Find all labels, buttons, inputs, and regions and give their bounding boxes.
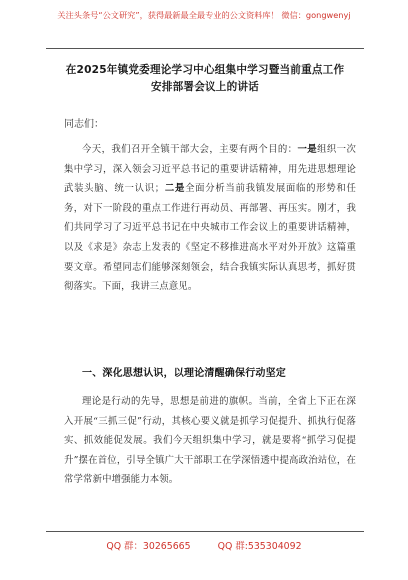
paragraph-text: 今天，我们召开全镇干部大会，主要有两个目的： (82, 144, 298, 155)
footer-contact (0, 538, 408, 552)
header-banner: 关注头条号“公文研究”，获得最新最全最专业的公文资料库！ 微信：gongwenyj (57, 10, 351, 20)
footer-qq-group-1: QQ 群：30265665 (106, 541, 191, 552)
footer-qq-group-2: QQ 群:535304092 (217, 541, 302, 552)
section-heading-1: 一、深化思想认识，以理论清醒确保行动坚定 (82, 368, 286, 379)
paragraph-text: 组织一次集中学习，深入领会习近平总书记的重要讲话精神，用先进思想理论武装头脑、统一认识； (64, 144, 356, 195)
paragraph-text: 全面分析当前我镇发展面临的形势和任务，对下一阶段的重点工作进行再动员、再部署、再压实。刚才，我们共同学习了习近平总书记在中央城市工作会议上的重要讲话精神，以及《求是》杂志上发表的《坚定不移推进高水平对外开放》这篇重要文章。希望同志们能够深刻领会，结合我镇实际认真思考，抓好贯彻落实。下面，我讲三点意见。 (64, 183, 356, 293)
paragraph-intro (64, 140, 356, 297)
paragraph-section-1: 理论是行动的先导，思想是前进的旗帜。当前，全省上下正在深入开展“三抓三促”行动，其核心要义就是抓学习促提升、抓执行促落实、抓效能促发展。我们今天组织集中学习，就是要将“抓学习促提升”摆在首位，引导全镇广大干部职工在学深悟透中提高政治站位，在常学常新中增强能力本领。 (64, 396, 356, 486)
salutation: 同志们： (64, 119, 104, 130)
document-title-line-1: 在2025年镇党委理论学习中心组集中学习暨当前重点工作 (65, 64, 345, 76)
document-title (40, 62, 370, 96)
footer-divider (46, 531, 364, 532)
emphasis-second: 二是 (164, 183, 186, 195)
emphasis-first: 一是 (297, 144, 318, 155)
header-divider (46, 48, 364, 49)
document-title-line-2: 安排部署会议上的讲话 (151, 81, 259, 93)
